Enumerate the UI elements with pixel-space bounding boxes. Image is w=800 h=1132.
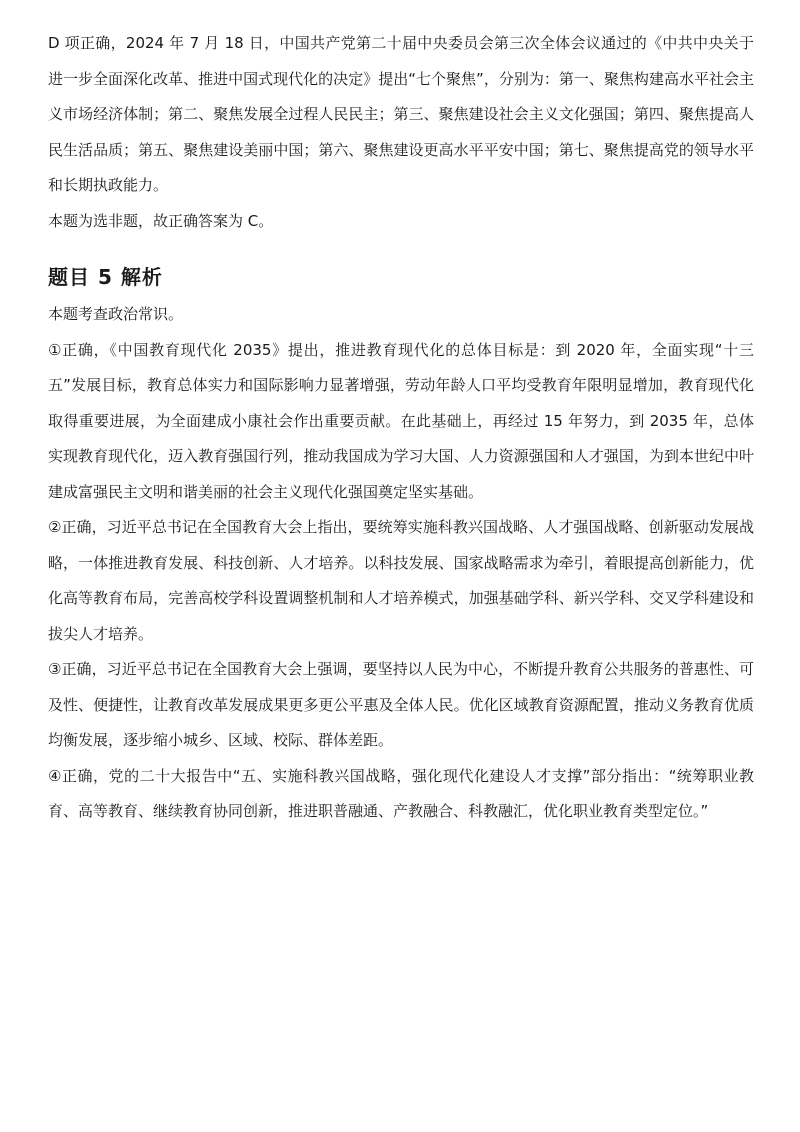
statement-2-explanation: ②正确，习近平总书记在全国教育大会上指出，要统筹实施科教兴国战略、人才强国战略、创新驱动发展战略，一体推进教育发展、科技创新、人才培养。以科技发展、国家战略需求为牵引，着眼提高创新能力，优化高等教育布局，完善高校学科设置调整机制和人才培养模式，加强基础学科、新兴学科、交叉学科建设和拔尖人才培养。 <box>48 518 754 643</box>
option-d-explanation: D 项正确，2024 年 7 月 18 日，中国共产党第二十届中央委员会第三次全体会议通过的《中共中央关于进一步全面深化改革、推进中国式现代化的决定》提出“七个聚焦”，分别为：第一、聚焦构建高水平社会主义市场经济体制；第二、聚焦发展全过程人民民主；第三、聚焦建设社会主义文化强国；第四、聚焦提高人民生活品质；第五、聚焦建设美丽中国；第六、聚焦建设更高水平平安中国；第七、聚焦提高党的领导水平和长期执政能力。 <box>48 34 755 194</box>
question-5-intro: 本题考查政治常识。 <box>48 305 184 323</box>
statement-1-explanation: ①正确，《中国教育现代化 2035》提出，推进教育现代化的总体目标是：到 2020 年，全面实现“十三五”发展目标，教育总体实力和国际影响力显著增强，劳动年龄人口平均受教育年限明显增加，教育现代化取得重要进展，为全面建成小康社会作出重要贡献。在此基础上，再经过 15 年努力，到 2035 年，总体实现教育现代化，迈入教育强国行列，推动我国成为学习大国、人力资源强国和人才强国，为到本世纪中叶建成富强民主文明和谐美丽的社会主义现代化强国奠定坚实基础。 <box>48 340 754 501</box>
question-5-heading: 题目 5 解析 <box>48 265 163 289</box>
statement-3-explanation: ③正确，习近平总书记在全国教育大会上强调，要坚持以人民为中心，不断提升教育公共服务的普惠性、可及性、便捷性，让教育改革发展成果更多更公平惠及全体人民。优化区域教育资源配置，推动义务教育优质均衡发展，逐步缩小城乡、区域、校际、群体差距。 <box>48 660 754 749</box>
statement-4-explanation: ④正确，党的二十大报告中“五、实施科教兴国战略，强化现代化建设人才支撑”部分指出：“统筹职业教育、高等教育、继续教育协同创新，推进职普融通、产教融合、科教融汇，优化职业教育类型定位。” <box>48 766 754 820</box>
answer-conclusion: 本题为选非题，故正确答案为 C。 <box>48 211 274 230</box>
